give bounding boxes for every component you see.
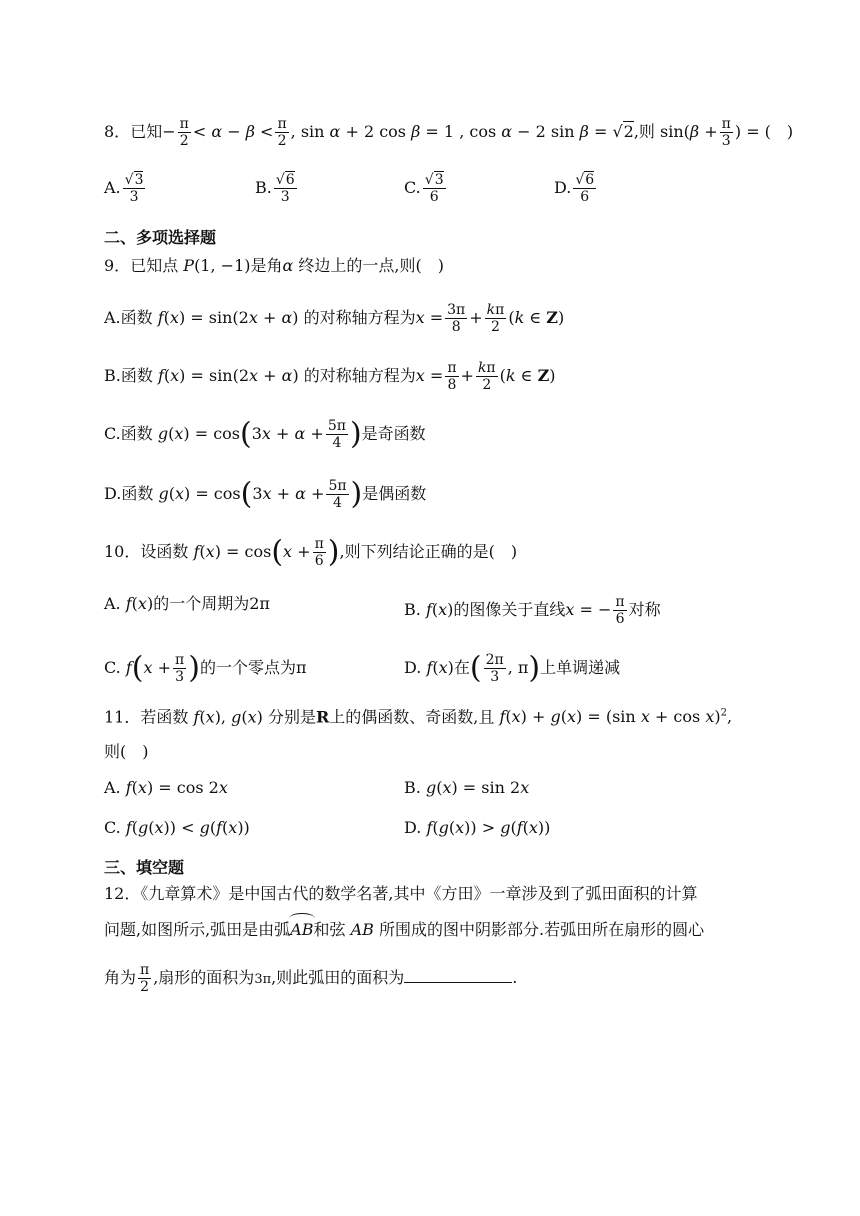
q8-option-c [404,172,448,205]
q10-option-c [104,652,306,685]
q12-area: 3π [254,972,272,987]
q10-option-a-func: A. f(x) [104,594,154,613]
q12-end: . [512,968,518,987]
q10-stem-text: 设函数 [140,542,189,561]
q9-option-b-text: 的对称轴方程为 [303,366,416,385]
q11-option-b: B. g(x) = sin 2x [404,778,530,797]
q12-line3 [104,962,517,995]
q12-chord-ab: AB [345,920,379,939]
q11-stem-c: 上的偶函数、奇函数,且 [329,707,495,727]
q9-option-b [104,360,556,393]
q9-option-b-eq: x = $\frac{\pi}{8}$ + $\frac{k\pi}{2}$ (k ∈ Z) [415,360,556,393]
q10-option-c-func: C. f(x + $\frac{\pi}{3}$ ) [104,650,200,686]
q9-option-c-func: g(x) = cos(3x + α + $\frac{5\pi}{4}$ ) [157,416,362,452]
q8-option-d [554,172,598,205]
q11-funcs: f(x), g(x) [193,707,268,727]
q11-option-c: C. f(g(x)) < g(f(x)) [104,818,250,837]
q9-stem-b: 是角 [250,256,283,275]
q8-tail: ,则 [633,122,655,141]
q9-option-a [104,302,564,335]
q10-option-d-interval: ( $\frac{2\pi}{3}$ , π) [469,650,541,686]
q12-line3-a: 角为 [104,968,137,987]
q9-option-d-text: 是偶函数 [362,484,427,503]
q8-option-b-label: B. [255,178,272,197]
q10-stem [104,536,517,569]
q10-option-b-eq: x = − $\frac{\pi}{6}$ [565,594,625,627]
q12-answer-blank[interactable] [404,968,512,983]
q9-option-d-label: D.函数 [104,484,154,503]
q10-option-a-text: 的一个周期为 [153,594,250,613]
q8-option-a [104,172,147,205]
q12-line1-text: 《九章算术》是中国古代的数学名著,其中《方田》一章涉及到了弧田面积的计算 [140,884,698,903]
q10-option-c-text: 的一个零点为 [199,658,296,677]
q9-alpha: α [282,256,294,275]
q9-option-a-func: f(x) = sin(2x + α) [157,308,304,327]
q10-func: f(x) = cos(x + $\frac{\pi}{6}$ ) [193,534,340,570]
q10-option-c-value: π [295,658,307,677]
q8-number: 8． [104,122,131,141]
q10-option-b-text: 的图像关于直线 [453,600,566,619]
section-heading-multiple-choice: 二、多项选择题 [104,228,217,247]
q10-option-b-tail: 对称 [628,600,661,619]
q9-option-c-text: 是奇函数 [361,424,426,443]
q12-number: 12． [104,884,141,903]
q10-option-d-text: 在 [453,658,470,677]
q11-equation: f(x) + g(x) = (sin x + cos x)$^2$, [499,707,733,727]
q10-option-b-func: B. f(x) [404,600,454,619]
q12-line1 [104,884,697,904]
q10-number: 10． [104,542,141,561]
q8-target: sin(β + $\frac{\pi}{3}$ ) = ( ) [654,116,794,149]
q12-line2-b: 和弦 [313,920,346,939]
q10-tail: ,则下列结论正确的是( ) [339,542,518,561]
q11-stem [104,704,732,727]
q11-stem-a: 若函数 [140,707,189,727]
q8-option-a-value: $\frac{√3}{3}$ [124,172,144,205]
q8-option-b-value: $\frac{√6}{3}$ [275,172,295,205]
q11-number: 11． [104,707,141,727]
q9-option-d [104,478,426,511]
q11-option-d: D. f(g(x)) > g(f(x)) [404,818,551,837]
q12-line2 [104,920,704,940]
q10-option-d [404,652,620,685]
q12-arc-ab: AB [290,920,314,939]
q12-angle: $\frac{\pi}{2}$ [140,962,150,995]
q12-line2-a: 问题,如图所示,弧田是由弧 [104,920,291,939]
q8-option-d-value: $\frac{√6}{6}$ [575,172,595,205]
q9-option-c [104,418,426,451]
q9-stem-a: 已知点 [130,256,179,275]
q10-option-d-tail: 上单调递减 [540,658,621,677]
q9-option-c-label: C.函数 [104,424,153,443]
q11-stem-b: 分别是 [267,707,316,727]
q12-line3-b: ,扇形的面积为 [153,968,255,987]
q9-stem [104,256,444,276]
q9-option-d-func: g(x) = cos(3x + α + $\frac{5\pi}{4}$ ) [158,476,363,512]
q9-option-a-label: A.函数 [104,308,153,327]
q11-then: 则( ) [104,742,149,761]
q10-option-d-func: D. f(x) [404,658,454,677]
q10-option-a [104,594,270,614]
q9-option-a-text: 的对称轴方程为 [303,308,416,327]
q8-stem [104,116,793,149]
q8-option-b [255,172,299,205]
q9-stem-c: 终边上的一点,则( ) [293,256,444,275]
q8-lead: 已知 [130,122,163,141]
q8-formula: − $\frac{\pi}{2}$ < α − β < $\frac{\pi}{2}$ , sin α + 2 cos β = 1 , cos α − 2 sin β = √2 [162,116,634,149]
q11-reals: R [315,707,330,727]
q11-option-a: A. f(x) = cos 2x [104,778,228,797]
section-heading-fill-in: 三、填空题 [104,858,185,877]
q8-option-a-label: A. [104,178,121,197]
q9-option-b-label: B.函数 [104,366,153,385]
q8-option-c-value: $\frac{√3}{6}$ [424,172,444,205]
q10-option-a-value: 2π [249,594,270,613]
q9-point: P(1, −1) [183,256,251,275]
q9-option-b-func: f(x) = sin(2x + α) [157,366,304,385]
q8-option-d-label: D. [554,178,572,197]
q9-number: 9． [104,256,131,275]
q9-option-a-eq: x = $\frac{3\pi}{8}$ + $\frac{k\pi}{2}$ (k ∈ Z) [415,302,565,335]
q10-option-b [404,594,661,627]
q12-line3-c: ,则此弧田的面积为 [271,968,405,987]
q12-line2-c: 所围成的图中阴影部分.若弧田所在扇形的圆心 [379,920,705,939]
q8-option-c-label: C. [404,178,421,197]
